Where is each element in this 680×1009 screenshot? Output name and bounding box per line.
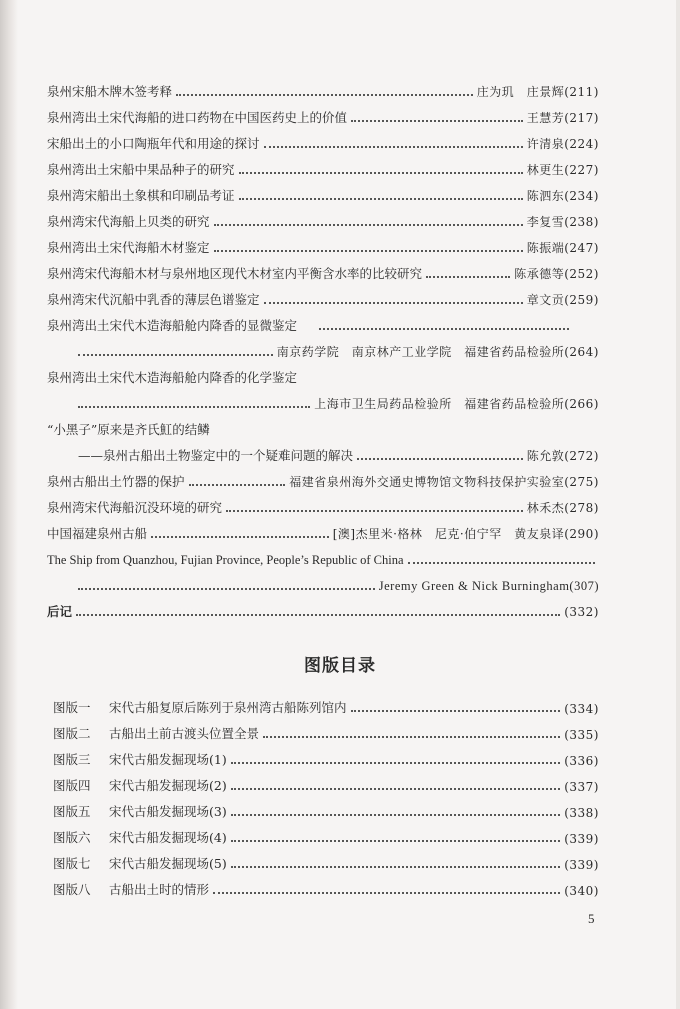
- toc-entry[interactable]: [47, 260, 599, 282]
- plate-entry[interactable]: [53, 824, 599, 846]
- toc-entry-author-page: 陈泗东(234): [526, 189, 599, 203]
- toc-entry-title: 泉州湾宋代沉船中乳香的薄层色谱鉴定: [47, 292, 260, 307]
- plate-page: (339): [564, 832, 599, 846]
- plate-page: (339): [564, 858, 599, 872]
- toc-entry[interactable]: [47, 78, 599, 100]
- dot-leader: [351, 120, 523, 122]
- dot-leader: [319, 328, 569, 330]
- plate-label: 图版五: [53, 804, 91, 819]
- dot-leader: [214, 250, 523, 252]
- toc-entry-continuation[interactable]: [78, 572, 599, 594]
- plate-title: 宋代古船发掘现场(3): [109, 804, 227, 819]
- plate-label: 图版二: [53, 726, 91, 741]
- toc-entry[interactable]: [47, 598, 599, 620]
- dot-leader: [263, 736, 560, 738]
- toc-entry-continuation[interactable]: [78, 338, 599, 360]
- plate-title: 宋代古船发掘现场(5): [109, 856, 227, 871]
- toc-entry[interactable]: [47, 286, 599, 308]
- plate-page: (337): [564, 780, 599, 794]
- dot-leader: [189, 484, 286, 486]
- dot-leader: [426, 276, 510, 278]
- dot-leader: [214, 224, 523, 226]
- dot-leader: [351, 710, 561, 712]
- toc-entry-author-page: 陈承德等(252): [514, 267, 599, 281]
- toc-entry-title: 泉州湾出土宋代木造海船舱内降香的化学鉴定: [47, 370, 298, 385]
- dot-leader: [231, 762, 561, 764]
- dot-leader: [264, 302, 523, 304]
- plate-entry[interactable]: [53, 694, 599, 716]
- toc-entry-title: 后记: [47, 604, 73, 619]
- toc-entry-author-page: 庄为玑 庄景辉(211): [476, 85, 599, 99]
- toc-entry-title: 泉州湾宋代海船上贝类的研究: [47, 214, 210, 229]
- plate-page: (340): [564, 884, 599, 898]
- plate-page: (336): [564, 754, 599, 768]
- plate-title: 宋代古船发掘现场(2): [109, 778, 227, 793]
- toc-entry-title: “小黑子”原来是齐氏魟的结鳞: [47, 422, 210, 437]
- toc-entry[interactable]: [47, 546, 599, 568]
- toc-entry[interactable]: [47, 364, 599, 386]
- plate-entry[interactable]: [53, 850, 599, 872]
- plate-entry[interactable]: [53, 798, 599, 820]
- dot-leader: [231, 840, 561, 842]
- dot-leader: [231, 866, 561, 868]
- dot-leader: [239, 172, 523, 174]
- page-number: 5: [588, 911, 595, 926]
- plate-label: 图版六: [53, 830, 91, 845]
- dot-leader: [151, 536, 329, 538]
- toc-entry-title: 泉州古船出土竹器的保护: [47, 474, 185, 489]
- dot-leader: [76, 614, 560, 616]
- toc-entry-title: ——泉州古船出土物鉴定中的一个疑难问题的解决: [78, 448, 354, 463]
- plate-page: (338): [564, 806, 599, 820]
- toc-entry-author-page: [澳]杰里米·格林 尼克·伯宁罕 黄友泉译(290): [332, 527, 599, 541]
- plate-label: 图版八: [53, 882, 91, 897]
- page-gutter-shadow: [0, 0, 18, 1009]
- plate-entry[interactable]: [53, 876, 599, 898]
- toc-entry[interactable]: [47, 104, 599, 126]
- toc-entry[interactable]: [47, 520, 599, 542]
- dot-leader: [231, 788, 561, 790]
- plate-title: 古船出土前古渡头位置全景: [109, 726, 260, 741]
- toc-entry-author-page: 李复雪(238): [526, 215, 599, 229]
- toc-entry-author-page: 王慧芳(217): [526, 111, 599, 125]
- plates-section-title: 图版目录: [304, 656, 376, 676]
- toc-entry[interactable]: [47, 234, 599, 256]
- toc-entry-title: 泉州宋船木牌木签考释: [47, 84, 173, 99]
- dot-leader: [226, 510, 523, 512]
- toc-entry-title: 泉州湾出土宋代木造海船舱内降香的显微鉴定: [47, 318, 298, 333]
- plate-label: 图版七: [53, 856, 91, 871]
- plate-page: (334): [564, 702, 599, 716]
- dot-leader: [78, 354, 273, 356]
- dot-leader: [78, 406, 310, 408]
- plate-title: 宋代古船发掘现场(1): [109, 752, 227, 767]
- dot-leader: [357, 458, 523, 460]
- plate-label: 图版一: [53, 700, 91, 715]
- toc-entry-subtitle[interactable]: [78, 442, 599, 464]
- dot-leader: [231, 814, 561, 816]
- dot-leader: [239, 198, 523, 200]
- toc-entry-author-page: 林更生(227): [526, 163, 599, 177]
- toc-entry-title: 中国福建泉州古船: [47, 526, 148, 541]
- toc-entry[interactable]: [47, 208, 599, 230]
- toc-entry-title: 泉州湾出土宋船中果品种子的研究: [47, 162, 235, 177]
- toc-entry-title: 泉州湾出土宋代海船木材鉴定: [47, 240, 210, 255]
- dot-leader: [408, 562, 595, 564]
- toc-entry-author-page: (332): [564, 605, 599, 619]
- plate-label: 图版三: [53, 752, 91, 767]
- dot-leader: [78, 588, 375, 590]
- dot-leader: [176, 94, 473, 96]
- toc-entry-title: The Ship from Quanzhou, Fujian Province, People’s Republic of China: [47, 553, 404, 567]
- toc-entry-title: 泉州湾出土宋代海船的进口药物在中国医药史上的价值: [47, 110, 348, 125]
- plate-entry[interactable]: [53, 746, 599, 768]
- toc-entry-title: 泉州湾宋代海船沉没环境的研究: [47, 500, 223, 515]
- page-right-edge: [676, 0, 680, 1009]
- plate-title: 宋代古船复原后陈列于泉州湾古船陈列馆内: [109, 700, 347, 715]
- toc-entry-title: 泉州湾宋代海船木材与泉州地区现代木材室内平衡含水率的比较研究: [47, 266, 423, 281]
- plate-title: 宋代古船发掘现场(4): [109, 830, 227, 845]
- plate-title: 古船出土时的情形: [109, 882, 210, 897]
- toc-entry[interactable]: [47, 312, 599, 334]
- toc-entry-title: 泉州湾宋船出土象棋和印刷品考证: [47, 188, 235, 203]
- toc-entry[interactable]: [47, 182, 599, 204]
- toc-entry-author-page: 林禾杰(278): [526, 501, 599, 515]
- toc-entry-author-page: 南京药学院 南京林产工业学院 福建省药品检验所(264): [276, 345, 599, 359]
- toc-entry[interactable]: [47, 494, 599, 516]
- toc-entry-author-page: 陈允敦(272): [526, 449, 599, 463]
- toc-entry-author-page: 许清泉(224): [526, 137, 599, 151]
- toc-entry-continuation[interactable]: [78, 390, 599, 412]
- toc-entry[interactable]: [47, 130, 599, 152]
- dot-leader: [213, 892, 560, 894]
- toc-entry-author-page: 陈振端(247): [526, 241, 599, 255]
- plate-page: (335): [564, 728, 599, 742]
- toc-entry-author-page: 章文贡(259): [526, 293, 599, 307]
- toc-entry-author-page: 上海市卫生局药品检验所 福建省药品检验所(266): [314, 397, 599, 411]
- dot-leader: [264, 146, 523, 148]
- toc-entry[interactable]: [47, 416, 599, 438]
- toc-entry[interactable]: [47, 468, 599, 490]
- toc-entry-author-page: Jeremy Green & Nick Burningham(307): [378, 579, 599, 593]
- toc-entry-author-page: 福建省泉州海外交通史博物馆文物科技保护实验室(275): [289, 475, 599, 489]
- toc-entry-title: 宋船出土的小口陶瓶年代和用途的探讨: [47, 136, 260, 151]
- toc-entry[interactable]: [47, 156, 599, 178]
- plate-entry[interactable]: [53, 720, 599, 742]
- plate-label: 图版四: [53, 778, 91, 793]
- plate-entry[interactable]: [53, 772, 599, 794]
